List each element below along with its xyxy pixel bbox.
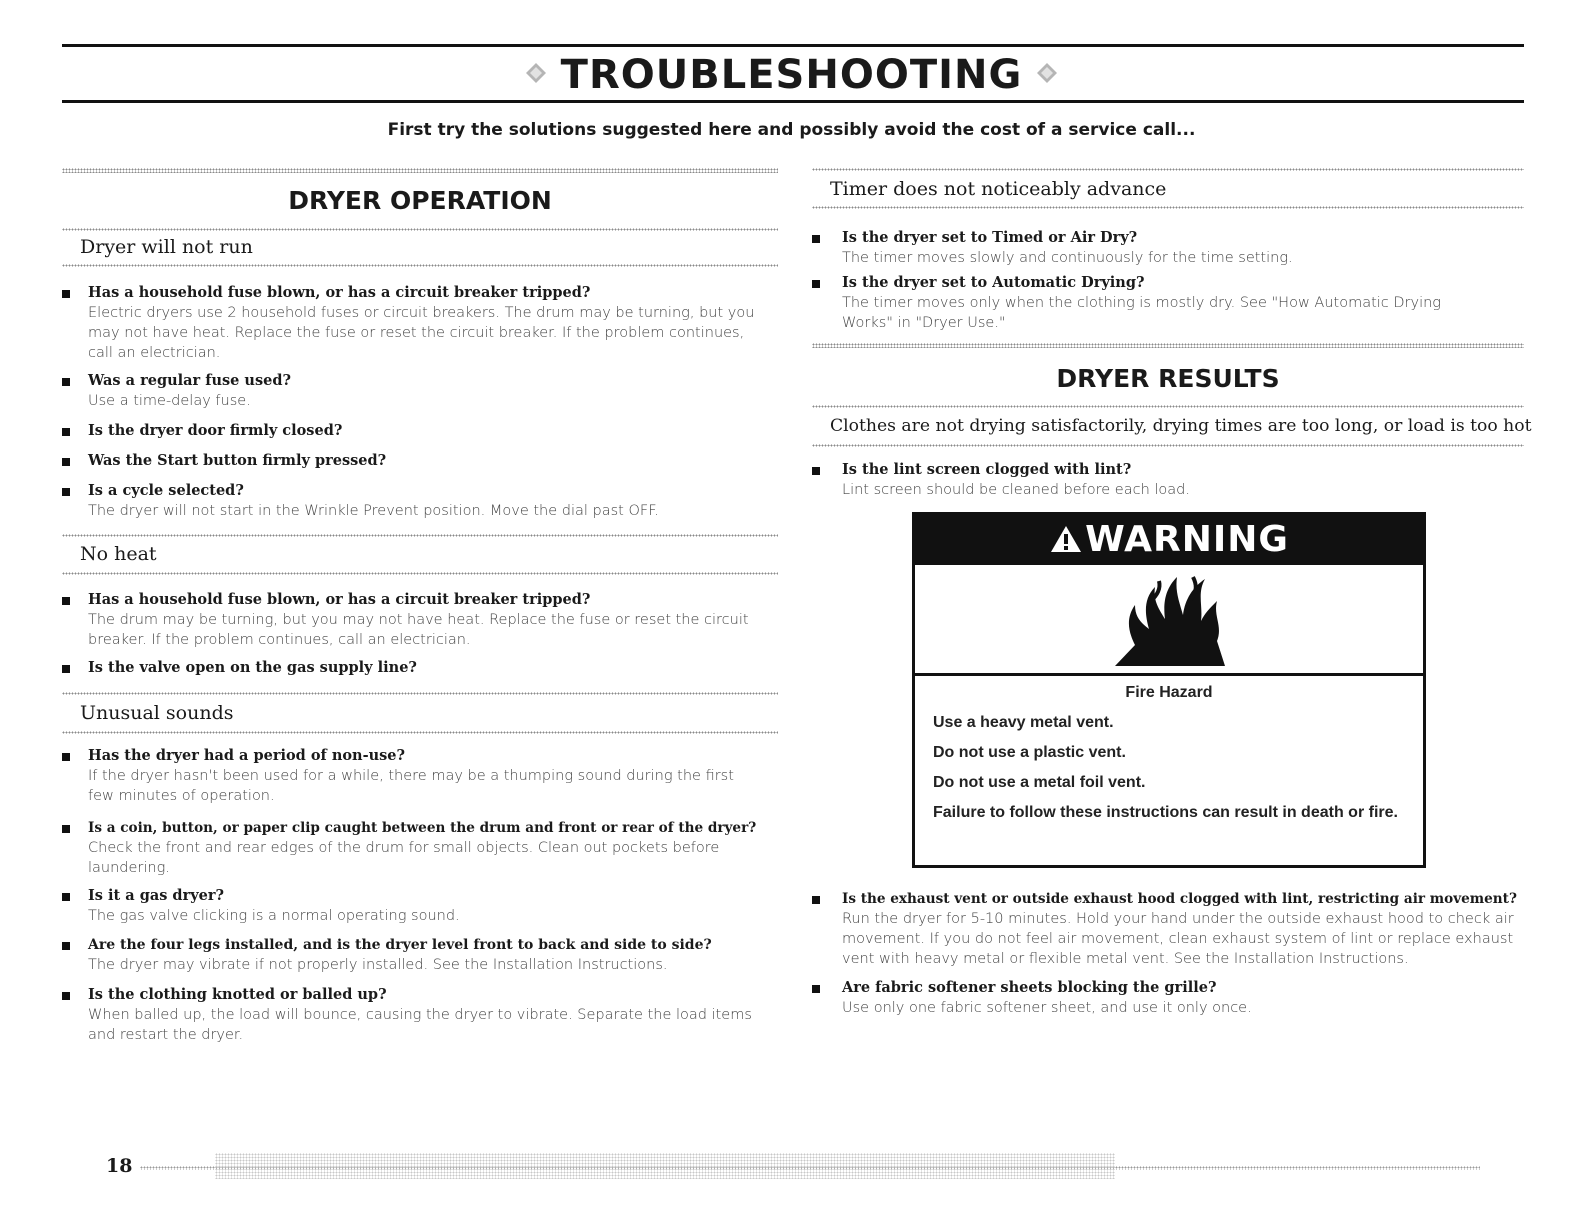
warning-box xyxy=(912,512,1426,868)
answer-text: The dryer may vibrate if not properly installed. See the Installation Instructions. xyxy=(88,957,668,973)
bullet-icon xyxy=(812,467,820,475)
question-text: Has a household fuse blown, or has a circuit breaker tripped? xyxy=(88,284,591,301)
title-underline xyxy=(62,100,1524,103)
footer-band xyxy=(215,1153,1115,1179)
warning-line: Failure to follow these instructions can result in death or fire. xyxy=(933,804,1398,821)
no-heat-heading: No heat xyxy=(80,543,157,565)
bullet-icon xyxy=(62,825,70,833)
subsection-divider xyxy=(62,692,778,695)
results-heading: Clothes are not drying satisfactorily, drying times are too long, or load is too hot xyxy=(830,416,1532,436)
warning-label: WARNING xyxy=(1085,519,1289,560)
answer-text: Use a time-delay fuse. xyxy=(88,393,251,409)
question-text: Are the four legs installed, and is the dryer level front to back and side to side? xyxy=(88,937,712,953)
answer-text: Electric dryers use 2 household fuses or circuit breakers. The drum may be turning, but you may not have heat. Replace the fuse or reset the circuit breaker. If the problem continues, call an electrician. xyxy=(88,305,755,361)
question-text: Is it a gas dryer? xyxy=(88,887,225,904)
subsection-divider xyxy=(812,206,1524,209)
diamond-icon xyxy=(1036,62,1058,84)
answer-text: Check the front and rear edges of the drum for small objects. Clean out pockets before laundering. xyxy=(88,840,720,876)
warning-line: Do not use a metal foil vent. xyxy=(933,774,1146,791)
question-text: Was a regular fuse used? xyxy=(88,372,291,389)
warning-body xyxy=(915,676,1423,823)
bullet-icon xyxy=(62,458,70,466)
answer-text: The drum may be turning, but you may not have heat. Replace the fuse or reset the circuit breaker. If the problem continues, call an electrician. xyxy=(88,612,749,648)
list-item xyxy=(62,421,778,441)
question-text: Has a household fuse blown, or has a circuit breaker tripped? xyxy=(88,591,591,608)
subsection-divider xyxy=(62,264,778,267)
section-divider xyxy=(812,343,1524,348)
question-text: Is the lint screen clogged with lint? xyxy=(842,461,1132,478)
bullet-icon xyxy=(62,290,70,298)
list-item xyxy=(62,935,778,975)
answer-text: Use only one fabric softener sheet, and use it only once. xyxy=(842,1000,1252,1016)
list-item xyxy=(62,451,778,471)
fire-icon xyxy=(1105,571,1235,671)
top-rule xyxy=(62,44,1524,47)
list-item xyxy=(812,273,1524,333)
list-item xyxy=(62,985,778,1045)
dryer-will-not-run-heading: Dryer will not run xyxy=(80,236,253,258)
question-text: Are fabric softener sheets blocking the grille? xyxy=(842,979,1217,996)
warning-title: Fire Hazard xyxy=(1125,684,1213,701)
warning-line: Use a heavy metal vent. xyxy=(933,714,1114,731)
question-text: Was the Start button firmly pressed? xyxy=(88,452,387,469)
answer-text: Run the dryer for 5-10 minutes. Hold your hand under the outside exhaust hood to check air movement. If you do not feel air movement, clean exhaust system of lint or replace exhaust vent with heavy metal or flexible metal vent. See the Installation Instructions. xyxy=(842,911,1514,967)
bullet-icon xyxy=(812,985,820,993)
list-item xyxy=(812,460,1524,500)
dryer-operation-heading: DRYER OPERATION xyxy=(288,186,552,215)
answer-text: The timer moves only when the clothing is mostly dry. See "How Automatic Drying Works" in "Dryer Use." xyxy=(842,295,1442,331)
question-text: Is the dryer door firmly closed? xyxy=(88,422,343,439)
warning-line: Do not use a plastic vent. xyxy=(933,744,1126,761)
bullet-icon xyxy=(62,597,70,605)
page-number: 18 xyxy=(106,1155,133,1177)
subsection-divider xyxy=(62,534,778,537)
diamond-icon xyxy=(525,62,547,84)
subsection-divider xyxy=(62,572,778,575)
bullet-icon xyxy=(62,942,70,950)
question-text: Is a cycle selected? xyxy=(88,482,244,499)
page-title-text: TROUBLESHOOTING xyxy=(560,52,1023,98)
list-item xyxy=(62,746,778,806)
unusual-sounds-heading: Unusual sounds xyxy=(80,702,234,724)
bullet-icon xyxy=(62,378,70,386)
list-item xyxy=(812,978,1524,1018)
warning-header xyxy=(915,515,1423,565)
bullet-icon xyxy=(62,893,70,901)
list-item xyxy=(62,818,778,878)
timer-heading: Timer does not noticeably advance xyxy=(830,178,1167,200)
answer-text: The timer moves slowly and continuously for the time setting. xyxy=(842,250,1293,266)
list-item xyxy=(62,481,778,521)
list-item xyxy=(62,886,778,926)
subsection-divider xyxy=(62,228,778,231)
list-item xyxy=(812,889,1524,969)
answer-text: If the dryer hasn't been used for a while, there may be a thumping sound during the first few minutes of operation. xyxy=(88,768,734,804)
question-text: Is the dryer set to Automatic Drying? xyxy=(842,274,1145,291)
bullet-icon xyxy=(62,428,70,436)
page-subtitle: First try the solutions suggested here and possibly avoid the cost of a service call... xyxy=(387,120,1196,140)
subsection-divider xyxy=(62,731,778,734)
list-item xyxy=(62,283,778,363)
question-text: Is a coin, button, or paper clip caught between the drum and front or rear of the dryer? xyxy=(88,820,757,836)
list-item xyxy=(812,228,1524,268)
question-text: Is the clothing knotted or balled up? xyxy=(88,986,387,1003)
bullet-icon xyxy=(62,488,70,496)
warning-triangle-icon xyxy=(1049,524,1083,554)
subsection-divider xyxy=(812,405,1524,408)
list-item xyxy=(62,658,778,678)
bullet-icon xyxy=(62,753,70,761)
question-text: Is the dryer set to Timed or Air Dry? xyxy=(842,229,1138,246)
section-divider xyxy=(62,168,778,173)
bullet-icon xyxy=(812,280,820,288)
bullet-icon xyxy=(812,235,820,243)
subsection-divider xyxy=(812,444,1524,447)
bullet-icon xyxy=(812,896,820,904)
dryer-results-heading: DRYER RESULTS xyxy=(1056,364,1280,393)
question-text: Is the exhaust vent or outside exhaust hood clogged with lint, restricting air movement? xyxy=(842,891,1517,907)
subsection-divider xyxy=(812,168,1524,171)
page-title xyxy=(0,48,1583,102)
question-text: Is the valve open on the gas supply line? xyxy=(88,659,417,676)
answer-text: Lint screen should be cleaned before each load. xyxy=(842,482,1190,498)
list-item xyxy=(62,590,778,650)
question-text: Has the dryer had a period of non-use? xyxy=(88,747,406,764)
fire-icon-area xyxy=(915,565,1423,676)
bullet-icon xyxy=(62,992,70,1000)
answer-text: When balled up, the load will bounce, causing the dryer to vibrate. Separate the load items and restart the dryer. xyxy=(88,1007,752,1043)
answer-text: The dryer will not start in the Wrinkle Prevent position. Move the dial past OFF. xyxy=(88,503,659,519)
answer-text: The gas valve clicking is a normal operating sound. xyxy=(88,908,460,924)
list-item xyxy=(62,371,778,411)
bullet-icon xyxy=(62,665,70,673)
